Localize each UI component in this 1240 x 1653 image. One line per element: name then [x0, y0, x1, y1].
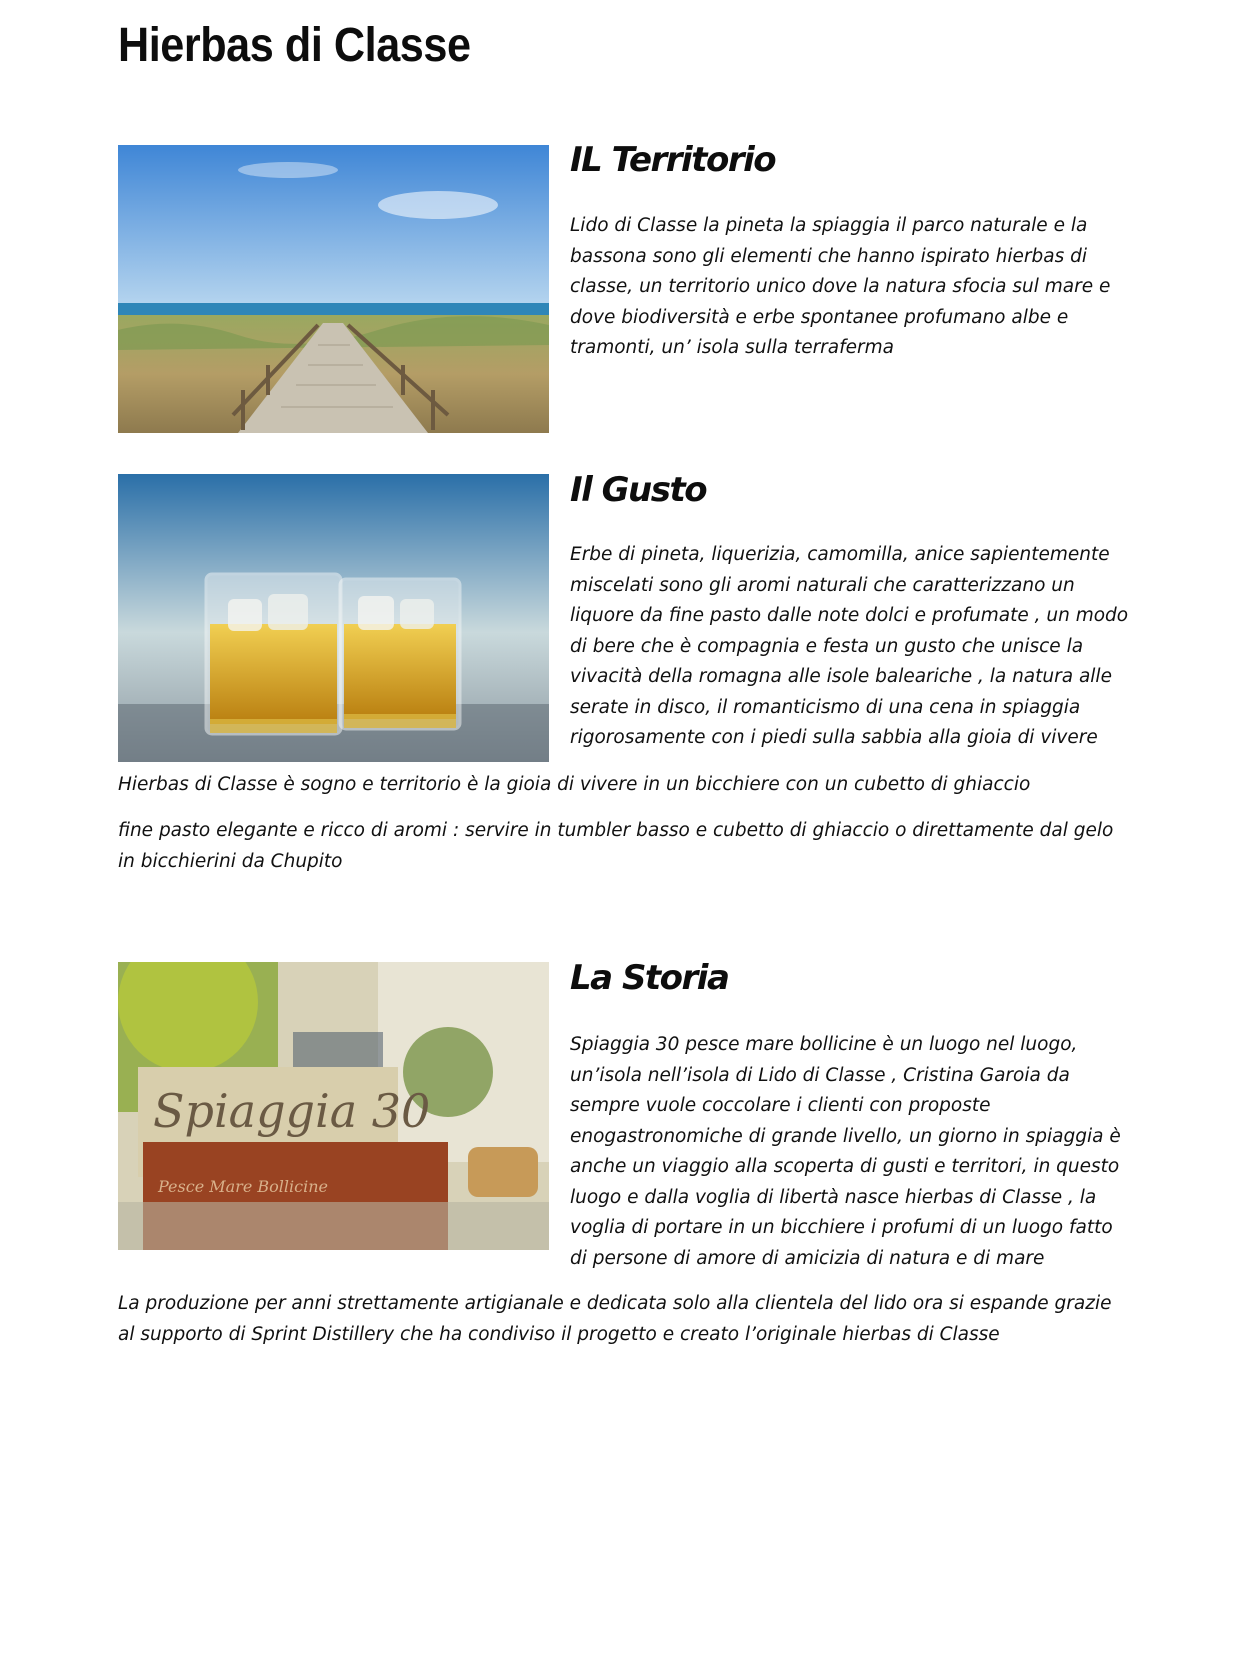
spiaggia-30-sign-photo: [118, 962, 549, 1250]
gusto-note-2: fine pasto elegante e ricco di aromi : servire in tumbler basso e cubetto di ghiaccio o direttamente dal gelo in bicchierini da Chupito: [118, 820, 1114, 872]
liqueur-glasses-photo: [118, 474, 549, 762]
section-heading-territorio: IL Territorio: [570, 140, 776, 180]
section-text-storia: Spiaggia 30 pesce mare bollicine è un luogo nel luogo, un’isola nell’isola di Lido di Classe , Cristina Garoia da sempre vuole coccolare i clienti con proposte enogastronomiche di grande livello, un giorno in spiaggia è anche un viaggio alla scoperta di gusti e territori, in questo luogo e dalla voglia di libertà nasce hierbas di Classe , la voglia di portare in un bicchiere i profumi di un luogo fatto di persone di amore di amicizia di natura e di mare: [570, 1034, 1121, 1269]
sign-text: Spiaggia 30: [153, 1084, 431, 1138]
page-title: Hierbas di Classe: [118, 19, 471, 72]
storia-note: La produzione per anni strettamente artigianale e dedicata solo alla clientela del lido ora si espande grazie al supporto di Sprint Distillery che ha condiviso il progetto e creato l’originale hierbas di Classe: [118, 1293, 1112, 1345]
section-heading-gusto: Il Gusto: [570, 470, 707, 510]
section-text-territorio: Lido di Classe la pineta la spiaggia il parco naturale e la bassona sono gli elementi che hanno ispirato hierbas di classe, un territorio unico dove la natura sfocia sul mare e dove biodiversità e erbe spontanee profumano albe e tramonti, un’ isola sulla terraferma: [570, 215, 1111, 358]
sign-subtext: Pesce Mare Bollicine: [158, 1177, 328, 1196]
gusto-note-1: Hierbas di Classe è sogno e territorio è la gioia di vivere in un bicchiere con un cubetto di ghiaccio: [118, 774, 1031, 795]
section-heading-storia: La Storia: [570, 958, 729, 998]
section-text-gusto: Erbe di pineta, liquerizia, camomilla, anice sapientemente miscelati sono gli aromi naturali che caratterizzano un liquore da fine pasto dalle note dolci e profumate , un modo di bere che è compagnia e festa un gusto che unisce la vivacità della romagna alle isole baleariche , la natura alle serate in disco, il romanticismo di una cena in spiaggia rigorosamente con i piedi sulla sabbia alla gioia di vivere: [570, 544, 1129, 748]
beach-boardwalk-photo: [118, 145, 549, 433]
